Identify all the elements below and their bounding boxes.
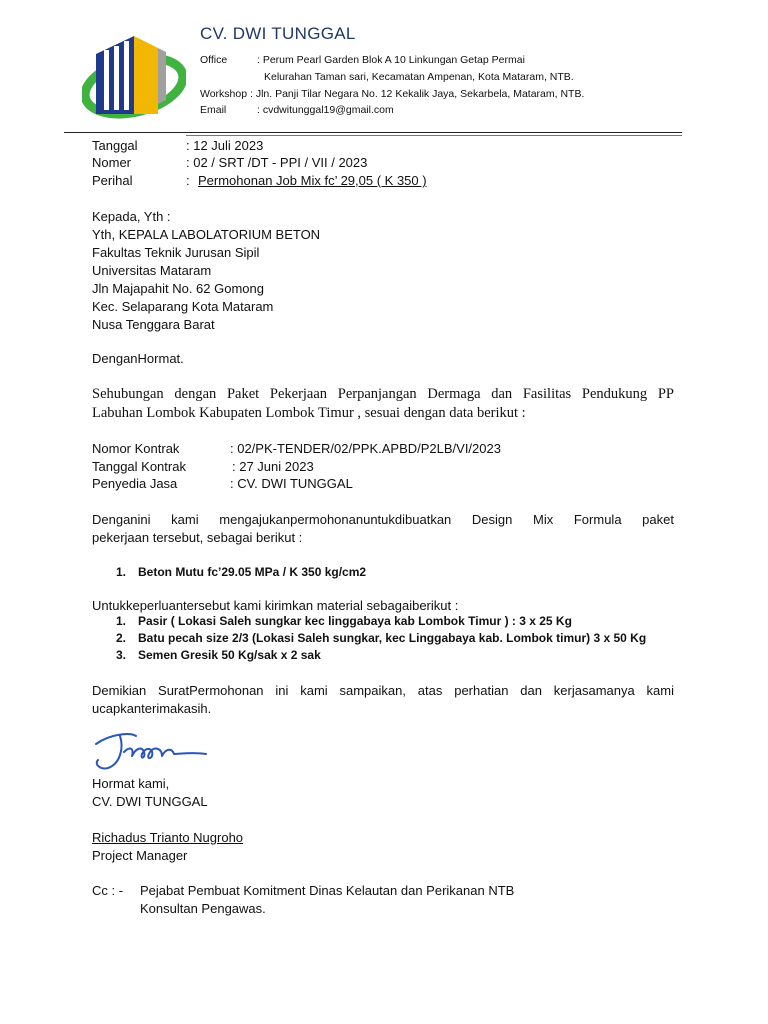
signoff-hormat: Hormat kami, — [92, 776, 170, 791]
office-label: Office — [200, 54, 228, 66]
list-number: 1. — [116, 565, 127, 579]
office-row — [200, 54, 680, 68]
contract-date-label: Tanggal Kontrak — [92, 459, 186, 474]
request-line2: pekerjaan tersebut, sebagai berikut : — [92, 530, 303, 545]
perihal-colon: : — [186, 173, 190, 188]
recipient-line: Yth, KEPALA LABOLATORIUM BETON — [92, 227, 321, 242]
material-item — [116, 614, 572, 628]
workshop-row — [200, 88, 584, 100]
list-text: Beton Mutu fc’29.05 MPa / K 350 kg/cm2 — [138, 565, 367, 579]
email-address: : cvdwitunggal19@gmail.com — [257, 104, 394, 116]
signoff-company: CV. DWI TUNGGAL — [92, 794, 208, 809]
list-text: Pasir ( Lokasi Saleh sungkar kec linggabaya kab Lombok Timur ) : 3 x 25 Kg — [138, 614, 572, 628]
perihal-label: Perihal — [92, 173, 133, 188]
office-row-2 — [264, 71, 574, 83]
tanggal-value: : 12 Juli 2023 — [186, 138, 264, 153]
provider-value: : CV. DWI TUNGGAL — [230, 476, 353, 491]
cc-line1: Pejabat Pembuat Komitment Dinas Kelautan dan Perikanan NTB — [140, 883, 515, 898]
header-rule-thin — [186, 135, 682, 136]
request-line1: Denganini kami mengajukanpermohonanuntukdibuatkan Design Mix Formula paket — [92, 512, 674, 527]
recipient-line: Universitas Mataram — [92, 263, 212, 278]
contract-number-label: Nomor Kontrak — [92, 441, 180, 456]
list-text: Semen Gresik 50 Kg/sak x 2 sak — [138, 648, 321, 662]
list-text: Batu pecah size 2/3 (Lokasi Saleh sungkar, kec Linggabaya kab. Lombok timur) 3 x 50 Kg — [138, 631, 647, 645]
recipient-line: Kec. Selaparang Kota Mataram — [92, 299, 274, 314]
header-rule — [64, 132, 682, 133]
email-row — [200, 104, 680, 118]
material-item — [116, 631, 647, 645]
design-list-item — [116, 565, 367, 579]
recipient-line: Jln Majapahit No. 62 Gomong — [92, 281, 264, 296]
handwritten-signature — [90, 730, 212, 774]
provider-label: Penyedia Jasa — [92, 476, 178, 491]
material-intro: Untukkeperluantersebut kami kirimkan material sebagaiberikut : — [92, 598, 459, 613]
tanggal-label: Tanggal — [92, 138, 138, 153]
material-item — [116, 648, 321, 662]
list-number: 1. — [116, 614, 127, 628]
recipient-line: Fakultas Teknik Jurusan Sipil — [92, 245, 260, 260]
office-address-line2: Kelurahan Taman sari, Kecamatan Ampenan, Kota Mataram, NTB. — [264, 71, 574, 83]
contract-date-value: : 27 Juni 2023 — [232, 459, 314, 474]
intro-line2: Labuhan Lombok Kabupaten Lombok Timur , sesuai dengan data berikut : — [92, 405, 526, 421]
contract-number-value: : 02/PK-TENDER/02/PPK.APBD/P2LB/VI/2023 — [230, 441, 501, 456]
signatory-name: Richadus Trianto Nugroho — [92, 830, 244, 845]
recipient-line: Kepada, Yth : — [92, 209, 171, 224]
perihal-subject: Permohonan Job Mix fc’ 29,05 ( K 350 ) — [198, 173, 427, 188]
list-number: 3. — [116, 648, 127, 662]
recipient-line: Nusa Tenggara Barat — [92, 317, 215, 332]
cc-label: Cc : - — [92, 883, 124, 898]
workshop-address: : Jln. Panji Tilar Negara No. 12 Kekalik Jaya, Sekarbela, Mataram, NTB. — [250, 88, 585, 100]
workshop-label: Workshop — [200, 88, 248, 100]
signatory-title: Project Manager — [92, 848, 188, 863]
list-number: 2. — [116, 631, 127, 645]
nomer-value: : 02 / SRT /DT - PPI / VII / 2023 — [186, 155, 368, 170]
office-address-line1: : Perum Pearl Garden Blok A 10 Linkungan Getap Permai — [257, 54, 525, 66]
greeting: DenganHormat. — [92, 351, 184, 366]
email-label: Email — [200, 104, 227, 116]
recipient-block — [92, 208, 320, 334]
company-logo — [82, 28, 186, 124]
nomer-label: Nomer — [92, 155, 132, 170]
intro-line1: Sehubungan dengan Paket Pekerjaan Perpanjangan Dermaga dan Fasilitas Pendukung PP — [92, 386, 674, 402]
cc-line2: Konsultan Pengawas. — [140, 901, 266, 916]
closing-line2: ucapkanterimakasih. — [92, 701, 212, 716]
company-name: CV. DWI TUNGGAL — [200, 24, 356, 43]
closing-line1: Demikian SuratPermohonan ini kami sampaikan, atas perhatian dan kerjasamanya kami — [92, 683, 674, 698]
